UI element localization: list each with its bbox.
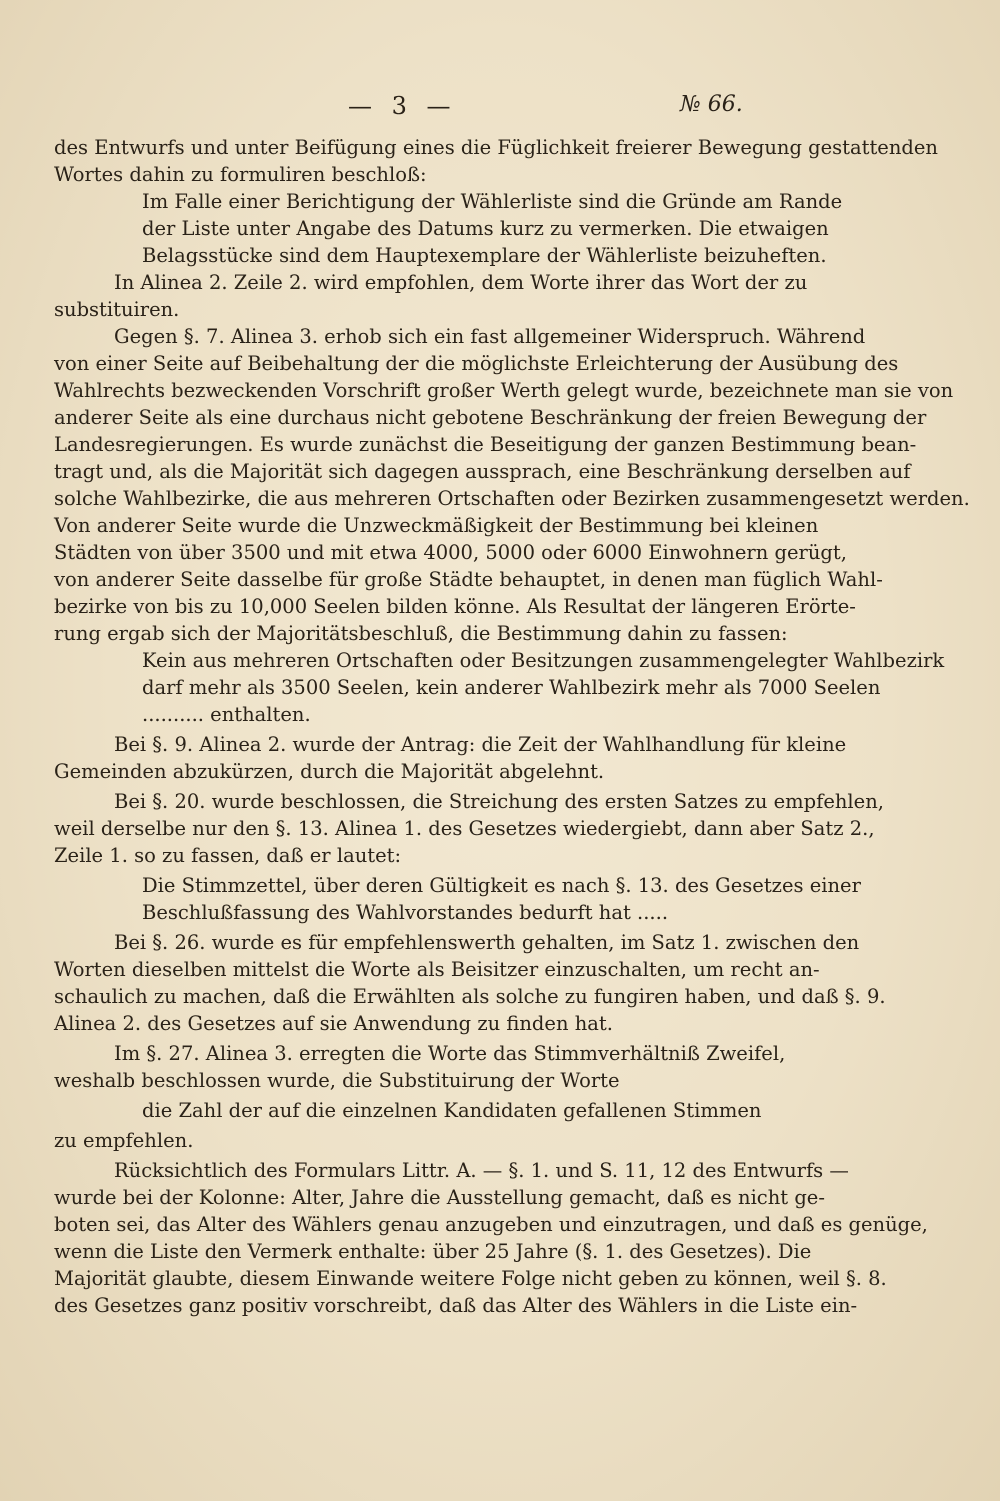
page-number: — 3 — bbox=[348, 92, 457, 120]
text-line: Wahlrechts bezweckenden Vorschrift großer Werth gelegt wurde, bezeichnete man sie von bbox=[54, 379, 954, 402]
text-line: weil derselbe nur den §. 13. Alinea 1. des Gesetzes wiedergiebt, dann aber Satz 2., bbox=[54, 817, 875, 840]
text-line: Bei §. 26. wurde es für empfehlenswerth gehalten, im Satz 1. zwischen den bbox=[114, 931, 860, 954]
text-line: bezirke von bis zu 10,000 Seelen bilden könne. Als Resultat der längeren Erörte- bbox=[54, 595, 856, 618]
text-line: wurde bei der Kolonne: Alter, Jahre die Ausstellung gemacht, daß es nicht ge- bbox=[54, 1186, 825, 1209]
text-line: des Gesetzes ganz positiv vorschreibt, daß das Alter des Wählers in die Liste ein- bbox=[54, 1294, 858, 1317]
text-line: Worten dieselben mittelst die Worte als Beisitzer einzuschalten, um recht an- bbox=[54, 958, 820, 981]
text-line: Beschlußfassung des Wahlvorstandes bedurft hat ..... bbox=[142, 901, 669, 924]
text-line: des Entwurfs und unter Beifügung eines die Füglichkeit freierer Bewegung gestattenden bbox=[54, 136, 938, 159]
text-line: der Liste unter Angabe des Datums kurz zu vermerken. Die etwaigen bbox=[142, 217, 829, 240]
text-line: Die Stimmzettel, über deren Gültigkeit es nach §. 13. des Gesetzes einer bbox=[142, 874, 861, 897]
text-line: zu empfehlen. bbox=[54, 1129, 194, 1152]
text-line: Landesregierungen. Es wurde zunächst die Beseitigung der ganzen Bestimmung bean- bbox=[54, 433, 917, 456]
text-line: anderer Seite als eine durchaus nicht gebotene Beschränkung der freien Bewegung der bbox=[54, 406, 927, 429]
text-line: Majorität glaubte, diesem Einwande weitere Folge nicht geben zu können, weil §. 8. bbox=[54, 1267, 887, 1290]
text-line: In Alinea 2. Zeile 2. wird empfohlen, dem Worte ihrer das Wort der zu bbox=[114, 271, 808, 294]
text-line: Bei §. 20. wurde beschlossen, die Streichung des ersten Satzes zu empfehlen, bbox=[114, 790, 884, 813]
text-line: .......... enthalten. bbox=[142, 703, 311, 726]
text-line: Städten von über 3500 und mit etwa 4000, 5000 oder 6000 Einwohnern gerügt, bbox=[54, 541, 847, 564]
text-line: schaulich zu machen, daß die Erwählten als solche zu fungiren haben, und daß §. 9. bbox=[54, 985, 886, 1008]
text-line: Wortes dahin zu formuliren beschloß: bbox=[54, 163, 427, 186]
text-line: tragt und, als die Majorität sich dagegen aussprach, eine Beschränkung derselben auf bbox=[54, 460, 911, 483]
text-line: Von anderer Seite wurde die Unzweckmäßigkeit der Bestimmung bei kleinen bbox=[54, 514, 819, 537]
text-line: weshalb beschlossen wurde, die Substituirung der Worte bbox=[54, 1069, 620, 1092]
text-line: Alinea 2. des Gesetzes auf sie Anwendung zu finden hat. bbox=[54, 1012, 613, 1035]
text-line: von einer Seite auf Beibehaltung der die möglichste Erleichterung der Ausübung des bbox=[54, 352, 899, 375]
text-line: Belagsstücke sind dem Hauptexemplare der Wählerliste beizuheften. bbox=[142, 244, 827, 267]
text-line: Im Falle einer Berichtigung der Wählerliste sind die Gründe am Rande bbox=[142, 190, 843, 213]
text-line: rung ergab sich der Majoritätsbeschluß, die Bestimmung dahin zu fassen: bbox=[54, 622, 788, 645]
text-line: Bei §. 9. Alinea 2. wurde der Antrag: die Zeit der Wahlhandlung für kleine bbox=[114, 733, 847, 756]
text-line: von anderer Seite dasselbe für große Städte behauptet, in denen man füglich Wahl- bbox=[54, 568, 883, 591]
body-text bbox=[54, 134, 970, 1319]
text-line: Kein aus mehreren Ortschaften oder Besitzungen zusammengelegter Wahlbezirk bbox=[142, 649, 945, 672]
text-line: substituiren. bbox=[54, 298, 180, 321]
text-line: Gegen §. 7. Alinea 3. erhob sich ein fast allgemeiner Widerspruch. Während bbox=[114, 325, 866, 348]
text-line: Rücksichtlich des Formulars Littr. A. — §. 1. und S. 11, 12 des Entwurfs — bbox=[114, 1159, 849, 1182]
text-line: wenn die Liste den Vermerk enthalte: über 25 Jahre (§. 1. des Gesetzes). Die bbox=[54, 1240, 812, 1263]
text-line: darf mehr als 3500 Seelen, kein anderer Wahlbezirk mehr als 7000 Seelen bbox=[142, 676, 881, 699]
text-line: Zeile 1. so zu fassen, daß er lautet: bbox=[54, 844, 402, 867]
page-header bbox=[0, 92, 1000, 122]
text-line: die Zahl der auf die einzelnen Kandidaten gefallenen Stimmen bbox=[142, 1099, 762, 1122]
text-line: Im §. 27. Alinea 3. erregten die Worte das Stimmverhältniß Zweifel, bbox=[114, 1042, 786, 1065]
document-number: № 66. bbox=[680, 92, 743, 117]
text-line: solche Wahlbezirke, die aus mehreren Ortschaften oder Bezirken zusammengesetzt werden. bbox=[54, 487, 970, 510]
text-line: Gemeinden abzukürzen, durch die Majorität abgelehnt. bbox=[54, 760, 605, 783]
text-line: boten sei, das Alter des Wählers genau anzugeben und einzutragen, und daß es genüge, bbox=[54, 1213, 928, 1236]
